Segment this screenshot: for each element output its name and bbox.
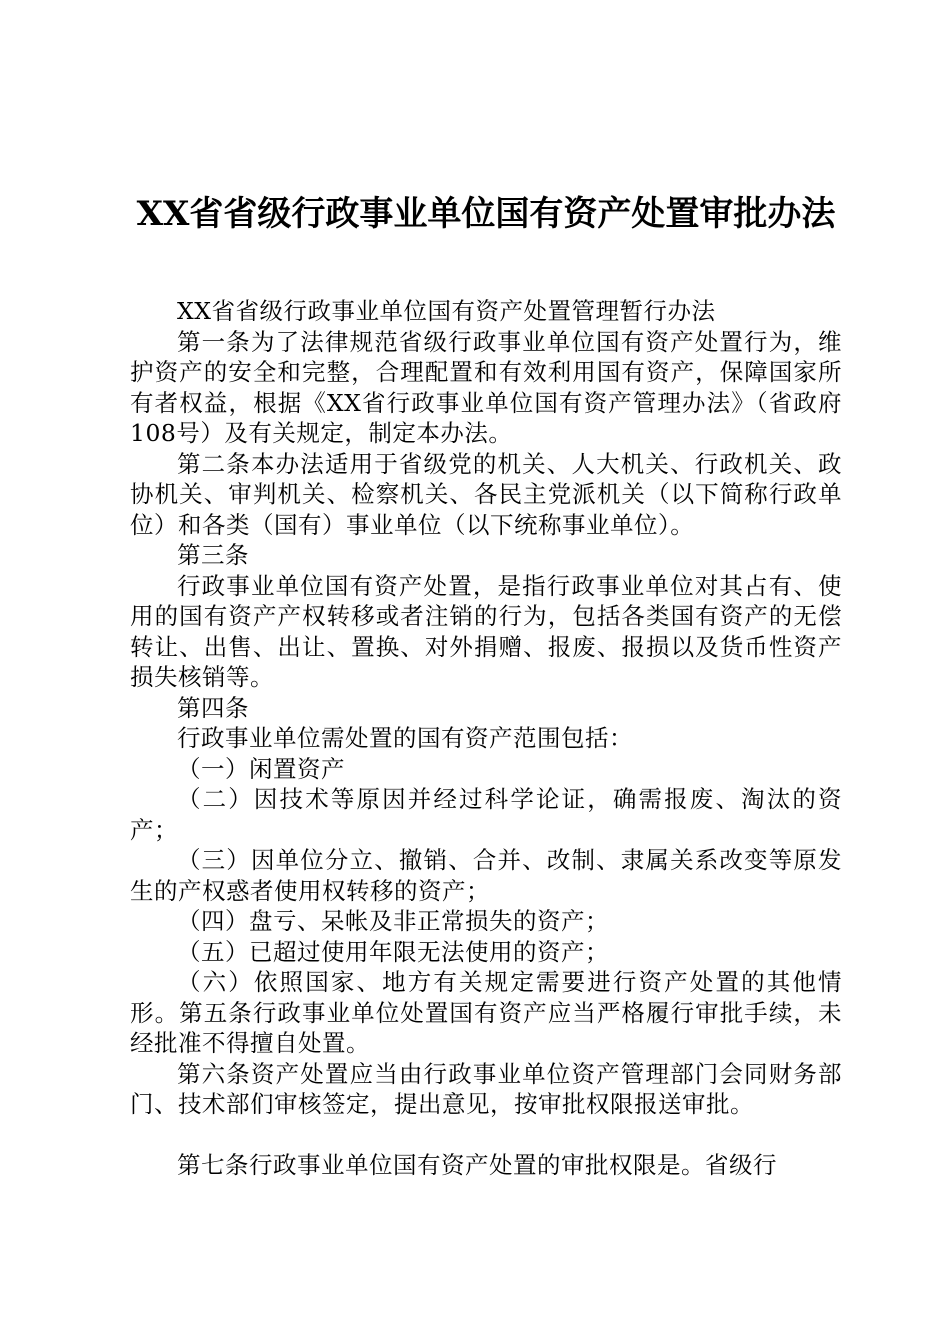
list-item-5: （五）已超过使用年限无法使用的资产； [177, 937, 609, 966]
list-item-3: （三）因单位分立、撤销、合并、改制、隶属关系改变等原发生的产权惑者使用权转移的资产； [130, 846, 842, 905]
paragraph-article-3-body: 行政事业单位国有资产处置，是指行政事业单位对其占有、使用的国有资产产权转移或者注销的行为，包括各类国有资产的无偿转让、出售、出让、置换、对外捐赠、报废、报损以及货币性资产损失核销等。 [130, 571, 842, 691]
paragraph-spacer [130, 1120, 842, 1150]
list-item-2: （二）因技术等原因并经过科学论证，确需报废、淘汰的资产； [130, 785, 842, 844]
paragraph-article-3-heading: 第三条 [177, 541, 249, 569]
list-item-4: （四）盘亏、呆帐及非正常损失的资产； [177, 907, 609, 935]
paragraph-article-6: 第六条资产处置应当由行政事业单位资产管理部门会同财务部门、技术部们审核签定，提出意见，按审批权限报送审批。 [130, 1059, 842, 1118]
paragraph-article-4-heading: 第四条 [177, 693, 249, 722]
paragraph-article-1: 第一条为了法律规范省级行政事业单位国有资产处置行为，维护资产的安全和完整，合理配置和有效利用国有资产，保障国家所有者权益，根据《XX省行政事业单位国有资产管理办法》（省政府108号）及有关规定，制定本办法。 [130, 327, 842, 447]
document-title: XX省省级行政事业单位国有资产处置审批办法 [136, 194, 836, 234]
list-item-1: （一）闲置资产 [177, 754, 345, 783]
paragraph-article-7: 第七条行政事业单位国有资产处置的审批权限是。省级行 [177, 1150, 777, 1179]
document-body [130, 296, 842, 1180]
paragraph-article-4-body: 行政事业单位需处置的国有资产范围包括： [177, 724, 633, 752]
paragraph-article-2: 第二条本办法适用于省级党的机关、人大机关、行政机关、政协机关、审判机关、检察机关、各民主党派机关（以下简称行政单位）和各类（国有）事业单位（以下统称事业单位）。 [130, 449, 842, 539]
paragraph-subtitle: XX省省级行政事业单位国有资产处置管理暂行办法 [177, 297, 716, 325]
list-item-6: （六）依照国家、地方有关规定需要进行资产处置的其他情形。第五条行政事业单位处置国有资产应当严格履行审批手续，未经批准不得擅自处置。 [130, 968, 842, 1057]
